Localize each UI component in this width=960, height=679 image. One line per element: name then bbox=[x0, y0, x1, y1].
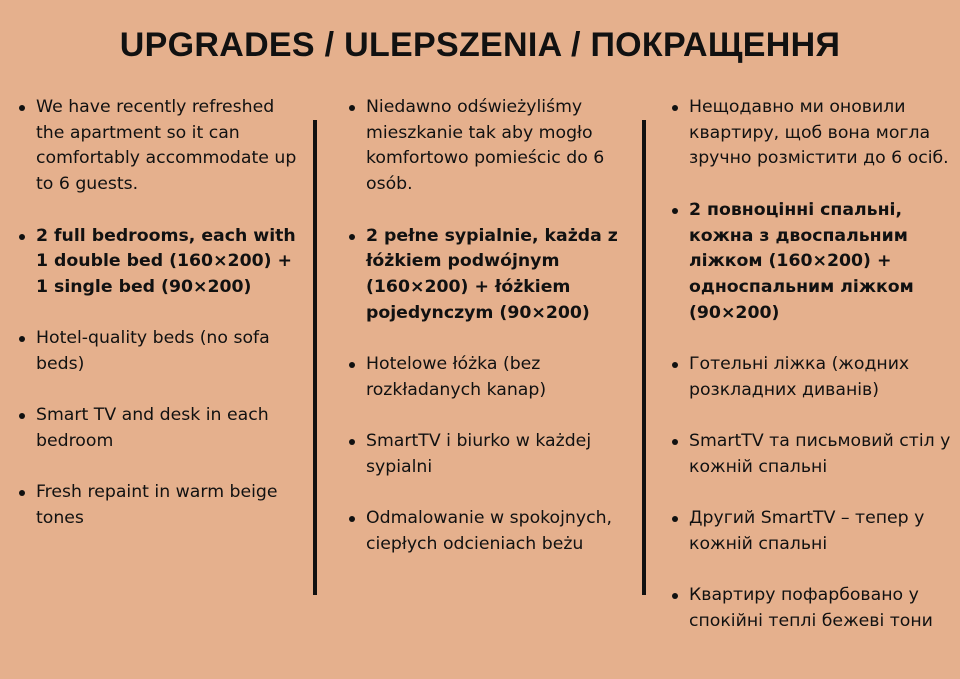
pl-item-bedrooms: 2 pełne sypialnie, każda z łóżkiem podwójnym (160×200) + łóżkiem pojedynczym (90×200) bbox=[346, 224, 631, 327]
pl-item-repaint: Odmalowanie w spokojnych, ciepłych odcieniach beżu bbox=[346, 506, 631, 557]
ua-item-second-tv: Другий SmartTV – тепер у кожній спальні bbox=[669, 506, 954, 557]
ua-item-tv-desk: SmartTV та письмовий стіл у кожній спальні bbox=[669, 429, 954, 480]
en-item-intro: We have recently refreshed the apartment so it can comfortably accommodate up to 6 guests. bbox=[16, 95, 308, 198]
page-title: UPGRADES / ULEPSZENIA / ПОКРАЩЕННЯ bbox=[119, 26, 841, 64]
pl-item-intro: Niedawno odświeżyliśmy mieszkanie tak aby mogło komfortowo pomieścic do 6 osób. bbox=[346, 95, 631, 198]
en-item-beds: Hotel-quality beds (no sofa beds) bbox=[16, 326, 308, 377]
pl-item-tv-desk: SmartTV i biurko w każdej sypialni bbox=[346, 429, 631, 480]
column-divider-left bbox=[313, 120, 317, 595]
column-divider-right bbox=[642, 120, 646, 595]
pl-item-beds: Hotelowe łóżka (bez rozkładanych kanap) bbox=[346, 352, 631, 403]
en-item-repaint: Fresh repaint in warm beige tones bbox=[16, 480, 308, 531]
ua-item-intro: Нещодавно ми оновили квартиру, щоб вона могла зручно розмістити до 6 осіб. bbox=[669, 95, 954, 172]
en-item-bedrooms: 2 full bedrooms, each with 1 double bed (160×200) + 1 single bed (90×200) bbox=[16, 224, 308, 301]
english-column bbox=[16, 95, 308, 558]
ua-item-beds: Готельні ліжка (жодних розкладних диванів) bbox=[669, 352, 954, 403]
ua-item-repaint: Квартиру пофарбовано у спокійні теплі бежеві тони bbox=[669, 583, 954, 634]
en-item-tv-desk: Smart TV and desk in each bedroom bbox=[16, 403, 308, 454]
ukrainian-column bbox=[669, 95, 954, 660]
polish-column bbox=[346, 95, 631, 583]
ua-item-bedrooms: 2 повноцінні спальні, кожна з двоспальним ліжком (160×200) + односпальним ліжком (90×200) bbox=[669, 198, 954, 327]
